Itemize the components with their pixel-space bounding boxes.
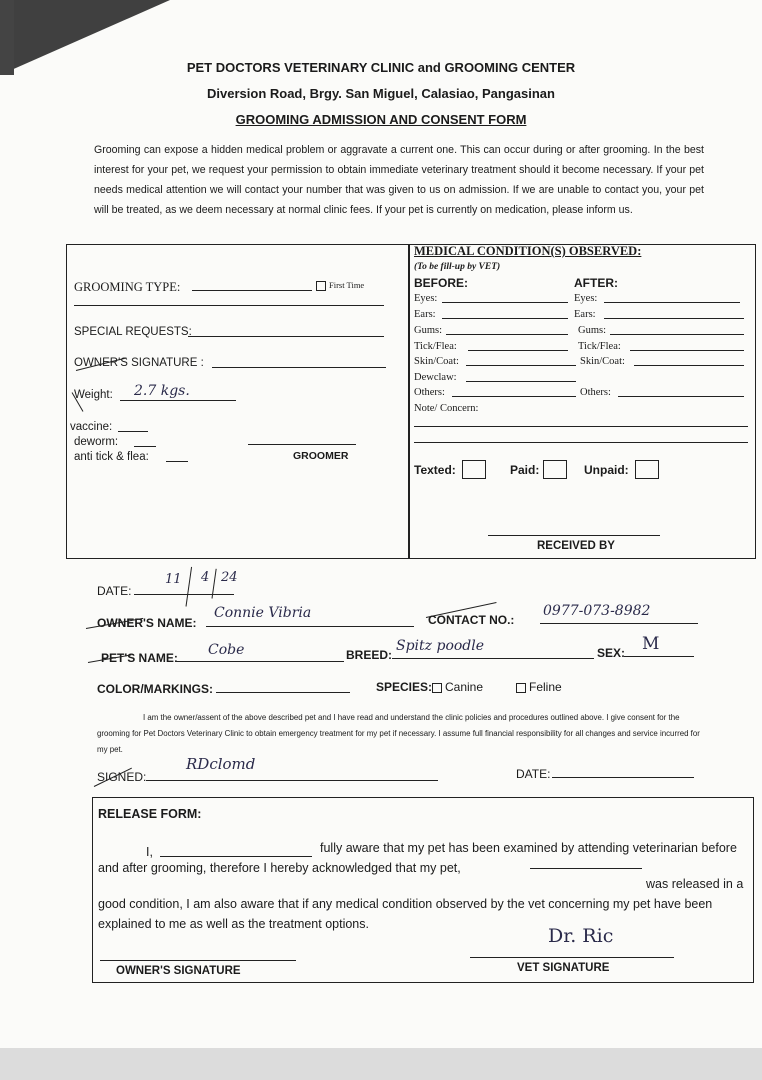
pet-name-field[interactable] — [176, 661, 344, 662]
feline-label: Feline — [529, 680, 562, 694]
after-ears-field[interactable] — [604, 318, 744, 319]
release-pet-field[interactable] — [530, 868, 642, 869]
after-gums-label: Gums: — [578, 325, 607, 336]
weight-handwritten: 2.7 kgs. — [134, 383, 190, 399]
before-skin-label: Skin/Coat: — [414, 356, 459, 367]
date-separator-1 — [186, 567, 193, 607]
received-by-label: RECEIVED BY — [537, 540, 615, 552]
canine-label: Canine — [445, 680, 484, 694]
date-year: 24 — [221, 570, 238, 585]
first-time-option[interactable] — [316, 280, 364, 291]
special-requests-label: SPECIAL REQUESTS: — [74, 326, 192, 338]
signed-field[interactable] — [146, 780, 438, 781]
signed-label: SIGNED: — [97, 770, 147, 784]
texted-checkbox[interactable] — [462, 460, 486, 479]
grooming-type-label: GROOMING TYPE: — [74, 280, 181, 294]
owner-signature-handwritten: RDclomd — [186, 755, 256, 773]
first-time-checkbox[interactable] — [316, 281, 326, 291]
after-eyes-label: Eyes: — [574, 293, 598, 304]
contact-handwritten: 0977-073-8982 — [543, 603, 651, 619]
note-line-1[interactable] — [414, 426, 748, 427]
before-ears-label: Ears: — [414, 309, 436, 320]
owner-name-field[interactable] — [206, 626, 414, 627]
after-tick-field[interactable] — [630, 350, 744, 351]
release-i: I, — [146, 845, 153, 859]
before-eyes-field[interactable] — [442, 302, 568, 303]
vet-signature-caption: VET SIGNATURE — [517, 962, 610, 974]
release-text-a: fully aware that my pet has been examined by attending veterinarian before and after grooming, therefore I hereby acknowledged that my pet, — [98, 841, 737, 875]
grooming-type-field[interactable] — [192, 290, 312, 291]
pet-name-label: PET'S NAME: — [101, 651, 178, 665]
feline-checkbox[interactable] — [516, 683, 526, 693]
after-gums-field[interactable] — [610, 334, 744, 335]
before-skin-field[interactable] — [466, 365, 576, 366]
paid-label: Paid: — [510, 463, 540, 477]
before-ears-field[interactable] — [442, 318, 568, 319]
special-requests-field[interactable] — [188, 336, 384, 337]
consent-date-label: DATE: — [516, 767, 551, 781]
form-title: GROOMING ADMISSION AND CONSENT FORM — [235, 112, 527, 127]
owner-name-label: OWNER'S NAME: — [97, 616, 197, 630]
sex-handwritten: M — [642, 634, 660, 654]
medical-title: MEDICAL CONDITION(S) OBSERVED: — [414, 244, 642, 258]
color-field[interactable] — [216, 692, 350, 693]
date-day: 4 — [201, 570, 210, 585]
weight-field[interactable] — [120, 400, 236, 401]
unpaid-checkbox[interactable] — [635, 460, 659, 479]
consent-text: I am the owner/assent of the above described pet and I have read and understand the clinic policies and procedures outlined above. I give consent for the grooming for Pet Doctors Veterinary Clinic to obtain emergency treatment for my pet if necessary. I assume full financial responsibility for all changes and service incurred for my pet. — [97, 713, 700, 754]
pet-name-handwritten: Cobe — [208, 642, 245, 658]
owner-signature-label: OWNER'S SIGNATURE : — [74, 357, 204, 369]
after-others-field[interactable] — [618, 396, 744, 397]
before-others-label: Others: — [414, 387, 445, 398]
vet-signature-handwritten: Dr. Ric — [548, 925, 614, 947]
breed-handwritten: Spitz poodle — [396, 638, 485, 654]
clinic-address: Diversion Road, Brgy. San Miguel, Calasiao, Pangasinan — [207, 86, 555, 101]
feline-option[interactable] — [516, 680, 562, 694]
before-others-field[interactable] — [452, 396, 576, 397]
before-eyes-label: Eyes: — [414, 293, 438, 304]
breed-label: BREED: — [346, 648, 393, 662]
after-skin-label: Skin/Coat: — [580, 356, 625, 367]
weight-label: Weight: — [74, 389, 113, 401]
vaccine-label: vaccine: — [70, 421, 113, 433]
groomer-label: GROOMER — [293, 450, 349, 462]
first-time-label: First Time — [329, 280, 365, 290]
before-gums-label: Gums: — [414, 325, 443, 336]
deworm-field[interactable] — [134, 446, 156, 447]
contact-label: CONTACT NO.: — [428, 613, 515, 627]
groomer-signature-field[interactable] — [248, 444, 356, 445]
before-dewclaw-label: Dewclaw: — [414, 372, 457, 383]
canine-checkbox[interactable] — [432, 683, 442, 693]
after-ears-label: Ears: — [574, 309, 596, 320]
color-label: COLOR/MARKINGS: — [97, 682, 213, 696]
received-by-field[interactable] — [488, 535, 660, 536]
canine-option[interactable] — [432, 680, 483, 694]
sex-field[interactable] — [624, 656, 694, 657]
vaccine-field[interactable] — [118, 431, 148, 432]
scan-footer-shade — [0, 1048, 762, 1080]
before-gums-field[interactable] — [446, 334, 568, 335]
owner-name-handwritten: Connie Vibria — [214, 605, 312, 621]
after-eyes-field[interactable] — [604, 302, 740, 303]
release-text-b: was released in a good condition, I am also aware that if any medical condition observed by the vet concerning my pet have been explained to me as well as the treatment options. — [98, 877, 744, 931]
owner-signature-caption: OWNER'S SIGNATURE — [116, 965, 241, 977]
texted-label: Texted: — [414, 463, 456, 477]
sex-label: SEX: — [597, 646, 626, 660]
vet-signature-line[interactable] — [470, 957, 674, 958]
paid-checkbox[interactable] — [543, 460, 567, 479]
unpaid-label: Unpaid: — [584, 463, 629, 477]
date-month: 11 — [165, 572, 182, 587]
consent-date-field[interactable] — [552, 777, 694, 778]
owner-signature-line[interactable] — [100, 960, 296, 961]
after-skin-field[interactable] — [634, 365, 744, 366]
release-title: RELEASE FORM: — [98, 807, 202, 821]
after-heading: AFTER: — [574, 276, 618, 290]
grooming-type-extra-line[interactable] — [74, 305, 384, 306]
species-label: SPECIES: — [376, 680, 433, 694]
deworm-label: deworm: — [74, 436, 119, 448]
before-tick-field[interactable] — [468, 350, 568, 351]
anti-tick-field[interactable] — [166, 461, 188, 462]
after-tick-label: Tick/Flea: — [578, 341, 621, 352]
intro-paragraph: Grooming can expose a hidden medical problem or aggravate a current one. This can occur during or after grooming. In the best interest for your pet, we request your permission to obtain immediate veterinary treatment should it become necessary. If your pet needs medical attention we will contact your number that was given to us on admission. If we are unable to contact you, your pet will be treated, as we deem necessary at normal clinic fees. If your pet is currently on medication, please inform us. — [94, 144, 704, 216]
breed-field[interactable] — [392, 658, 594, 659]
date-label: DATE: — [97, 584, 132, 598]
note-line-2[interactable] — [414, 442, 748, 443]
contact-field[interactable] — [540, 623, 698, 624]
medical-panel — [408, 244, 756, 559]
clinic-name: PET DOCTORS VETERINARY CLINIC and GROOMING CENTER — [186, 60, 576, 75]
before-heading: BEFORE: — [414, 276, 468, 290]
note-label: Note/ Concern: — [414, 403, 479, 414]
before-tick-label: Tick/Flea: — [414, 341, 457, 352]
medical-subtitle: (To be fill-up by VET) — [414, 262, 501, 272]
owner-signature-field[interactable] — [212, 367, 386, 368]
after-others-label: Others: — [580, 387, 611, 398]
anti-tick-label: anti tick & flea: — [74, 451, 149, 463]
date-field[interactable] — [134, 594, 234, 595]
before-dewclaw-field[interactable] — [466, 381, 576, 382]
